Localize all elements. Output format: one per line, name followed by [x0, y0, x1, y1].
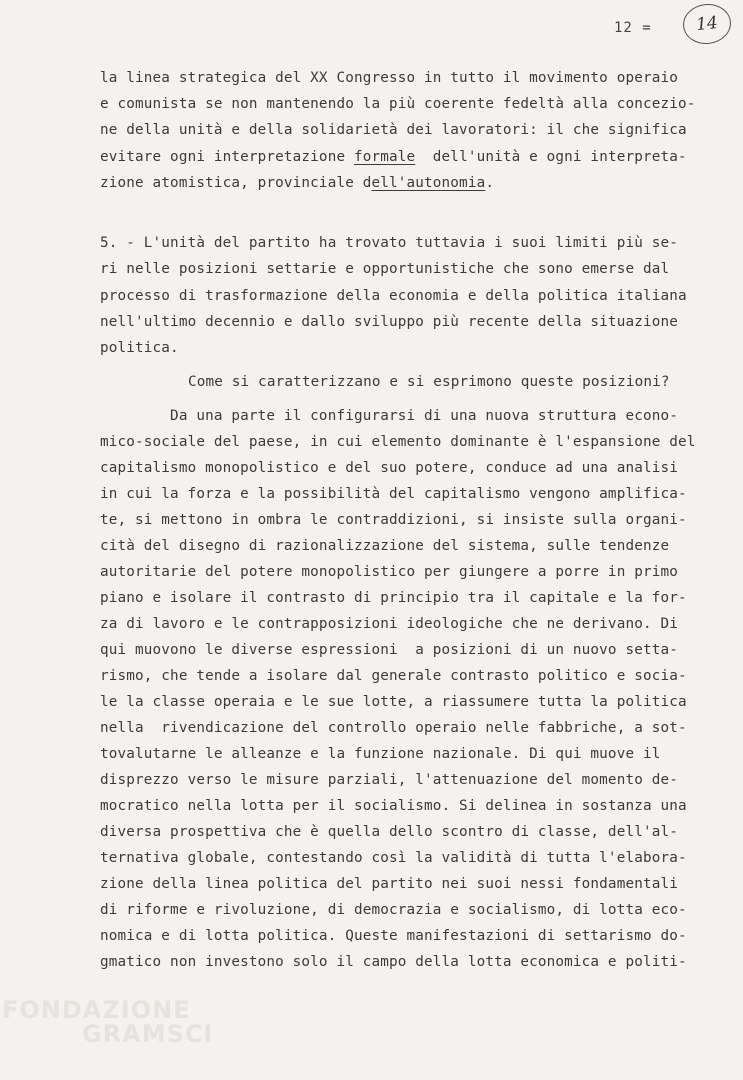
text-line: rismo, che tende a isolare dal generale contrasto politico e socia-	[100, 668, 687, 684]
text-line: la linea strategica del XX Congresso in tutto il movimento operaio	[100, 70, 678, 86]
text-line: qui muovono le diverse espressioni a posizioni di un nuovo setta-	[100, 642, 678, 658]
text-line: mocratico nella lotta per il socialismo. Si delinea in sostanza una	[100, 798, 687, 814]
underlined-word: formale	[353, 149, 416, 165]
section-5-heading-line: 5. - L'unità del partito ha trovato tuttavia i suoi limiti più se-	[100, 235, 678, 251]
text-line: zione della linea politica del partito nei suoi nessi fondamentali	[100, 876, 678, 892]
text-line: diversa prospettiva che è quella dello scontro di classe, dell'al-	[100, 824, 678, 840]
text-line: ne della unità e della solidarietà dei lavoratori: il che significa	[100, 122, 687, 138]
text-line: le la classe operaia e le sue lotte, a riassumere tutta la politica	[100, 694, 687, 710]
text-segment: .	[485, 175, 495, 191]
text-line: mico-sociale del paese, in cui elemento dominante è l'espansione del	[100, 434, 696, 450]
text-line	[100, 175, 494, 191]
watermark-line: FONDAZIONE	[2, 996, 191, 1024]
text-line: nomica e di lotta politica. Queste manifestazioni di settarismo do-	[100, 928, 687, 944]
text-line: piano e isolare il contrasto di principio tra il capitale e la for-	[100, 590, 687, 606]
text-line: te, si mettono in ombra le contraddizioni, si insiste sulla organi-	[100, 512, 687, 528]
underlined-word: ell'autonomia	[371, 175, 486, 191]
text-segment: dell'unità e ogni interpreta-	[415, 149, 687, 165]
archive-page-number-text: 14	[695, 12, 719, 36]
text-line: ternativa globale, contestando così la validità di tutta l'elabora-	[100, 850, 687, 866]
text-line: za di lavoro e le contrapposizioni ideologiche che ne derivano. Di	[100, 616, 678, 632]
text-segment: zione atomistica, provinciale d	[100, 175, 372, 191]
watermark-line: GRAMSCI	[82, 1020, 214, 1048]
text-line: nell'ultimo decennio e dallo sviluppo più recente della situazione	[100, 314, 678, 330]
text-line: in cui la forza e la possibilità del capitalismo vengono amplifica-	[100, 486, 687, 502]
text-line	[100, 149, 687, 165]
text-line: nella rivendicazione del controllo operaio nelle fabbriche, a sot-	[100, 720, 687, 736]
text-line: disprezzo verso le misure parziali, l'attenuazione del momento de-	[100, 772, 678, 788]
text-line: di riforme e rivoluzione, di democrazia e socialismo, di lotta eco-	[100, 902, 687, 918]
text-line: processo di trasformazione della economia e della politica italiana	[100, 288, 687, 304]
question-line: Come si caratterizzano e si esprimono queste posizioni?	[188, 374, 670, 390]
archive-watermark	[2, 998, 213, 1046]
page-number: 12 =	[614, 20, 652, 36]
text-line: tovalutarne le alleanze e la funzione nazionale. Di qui muove il	[100, 746, 661, 762]
text-segment: evitare ogni interpretazione	[100, 149, 354, 165]
text-line: autoritarie del potere monopolistico per giungere a porre in primo	[100, 564, 678, 580]
text-line: capitalismo monopolistico e del suo potere, conduce ad una analisi	[100, 460, 678, 476]
text-line: politica.	[100, 340, 179, 356]
text-line: gmatico non investono solo il campo della lotta economica e politi-	[100, 954, 687, 970]
text-line: cità del disegno di razionalizzazione del sistema, sulle tendenze	[100, 538, 670, 554]
text-line: e comunista se non mantenendo la più coerente fedeltà alla concezio-	[100, 96, 696, 112]
archive-page-number	[681, 2, 733, 47]
text-line: ri nelle posizioni settarie e opportunistiche che sono emerse dal	[100, 261, 670, 277]
text-line: Da una parte il configurarsi di una nuova struttura econo-	[100, 408, 678, 424]
